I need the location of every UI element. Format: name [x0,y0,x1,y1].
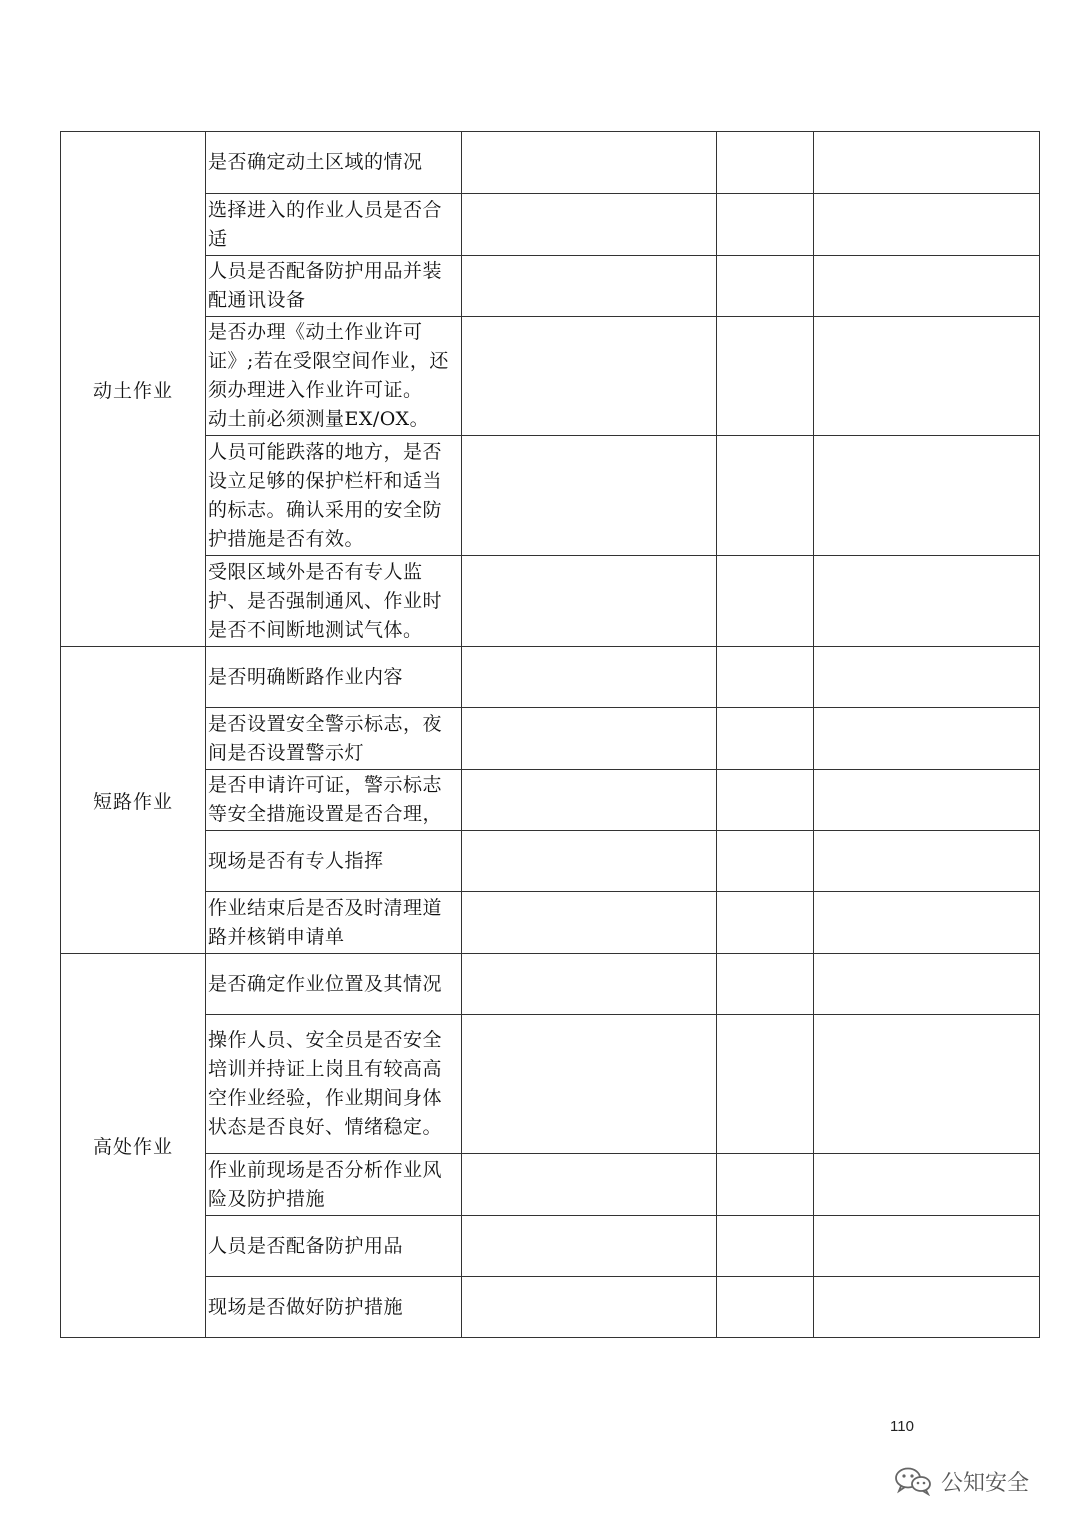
mark-cell [717,317,814,436]
check-item: 是否确定作业位置及其情况 [206,954,462,1015]
remark-cell [814,1277,1040,1338]
mark-cell [717,770,814,831]
result-cell [462,647,717,708]
check-item: 是否设置安全警示标志，夜间是否设置警示灯 [206,708,462,770]
remark-cell [814,256,1040,317]
check-item: 现场是否做好防护措施 [206,1277,462,1338]
mark-cell [717,954,814,1015]
result-cell [462,1015,717,1154]
result-cell [462,892,717,954]
remark-cell [814,831,1040,892]
table-row [61,1154,1040,1216]
mark-cell [717,132,814,194]
remark-cell [814,892,1040,954]
table-row [61,770,1040,831]
remark-cell [814,647,1040,708]
remark-cell [814,556,1040,647]
check-item: 人员是否配备防护用品 [206,1216,462,1277]
mark-cell [717,1277,814,1338]
check-item [206,317,462,436]
check-item: 操作人员、安全员是否安全培训并持证上岗且有较高高空作业经验，作业期间身体状态是否良好、情绪稳定。 [206,1015,462,1154]
check-item: 受限区域外是否有专人监护、是否强制通风、作业时是否不间断地测试气体。 [206,556,462,647]
table-row [61,1015,1040,1154]
mark-cell [717,256,814,317]
category-cell: 高处作业 [61,954,206,1338]
remark-cell [814,1015,1040,1154]
inspection-checklist-table [60,131,1040,1338]
table-row [61,132,1040,194]
mark-cell [717,556,814,647]
check-item: 选择进入的作业人员是否合适 [206,194,462,256]
remark-cell [814,436,1040,556]
table-row [61,708,1040,770]
table-row [61,892,1040,954]
mark-cell [717,831,814,892]
page-number: 110 [890,1418,914,1435]
result-cell [462,831,717,892]
result-cell [462,1154,717,1216]
table-row [61,1277,1040,1338]
remark-cell [814,317,1040,436]
category-cell: 短路作业 [61,647,206,954]
check-item: 人员是否配备防护用品并装配通讯设备 [206,256,462,317]
result-cell [462,1216,717,1277]
remark-cell [814,1154,1040,1216]
mark-cell [717,1015,814,1154]
check-item: 现场是否有专人指挥 [206,831,462,892]
mark-cell [717,194,814,256]
result-cell [462,317,717,436]
category-cell: 动土作业 [61,132,206,647]
result-cell [462,194,717,256]
remark-cell [814,954,1040,1015]
table-row [61,194,1040,256]
mark-cell [717,1154,814,1216]
check-item: 是否申请许可证，警示标志等安全措施设置是否合理， [206,770,462,831]
check-item: 是否确定动土区域的情况 [206,132,462,194]
result-cell [462,132,717,194]
check-item-line: 动土前必须测量EX/OX。 [208,408,430,430]
table-row [61,831,1040,892]
result-cell [462,954,717,1015]
result-cell [462,708,717,770]
table-row [61,954,1040,1015]
mark-cell [717,708,814,770]
mark-cell [717,892,814,954]
mark-cell [717,1216,814,1277]
remark-cell [814,770,1040,831]
remark-cell [814,194,1040,256]
result-cell [462,770,717,831]
result-cell [462,1277,717,1338]
table-row [61,647,1040,708]
table-row [61,556,1040,647]
mark-cell [717,436,814,556]
table-row [61,256,1040,317]
check-item: 是否明确断路作业内容 [206,647,462,708]
check-item: 作业结束后是否及时清理道路并核销申请单 [206,892,462,954]
remark-cell [814,1216,1040,1277]
check-item: 作业前现场是否分析作业风险及防护措施 [206,1154,462,1216]
check-item: 人员可能跌落的地方，是否设立足够的保护栏杆和适当的标志。确认采用的安全防护措施是否有效。 [206,436,462,556]
result-cell [462,256,717,317]
wechat-icon [893,1466,933,1496]
table-row [61,317,1040,436]
check-item-line: 是否办理《动土作业许可证》;若在受限空间作业，还须办理进入作业许可证。 [208,321,449,401]
result-cell [462,436,717,556]
watermark [893,1466,1029,1496]
remark-cell [814,708,1040,770]
table-row [61,436,1040,556]
watermark-text: 公知安全 [941,1470,1030,1496]
table-row [61,1216,1040,1277]
result-cell [462,556,717,647]
mark-cell [717,647,814,708]
remark-cell [814,132,1040,194]
